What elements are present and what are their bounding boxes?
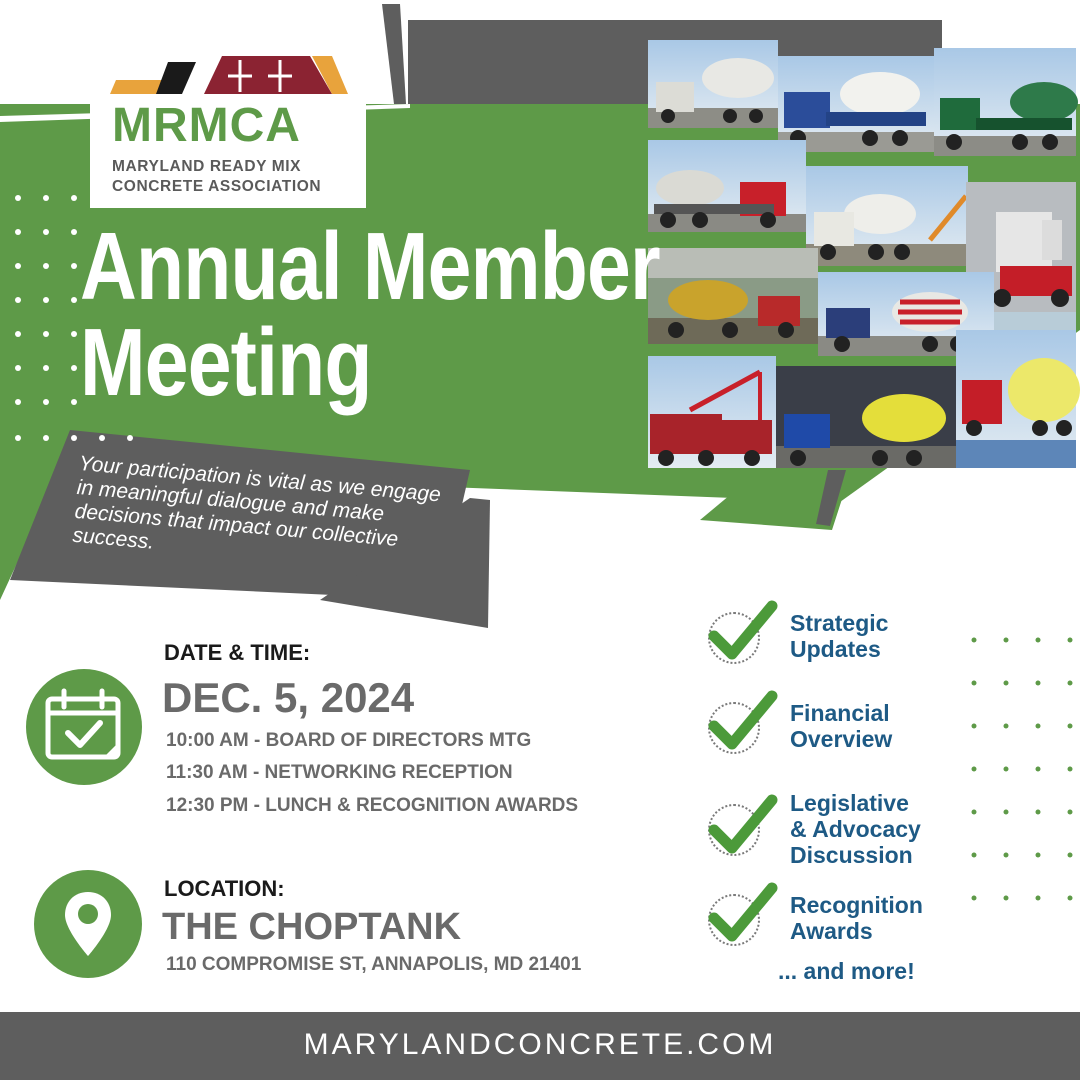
agenda-label-line: Updates (790, 636, 881, 662)
maryland-flag-logo-mark (110, 42, 350, 98)
checkmark-icon (704, 878, 780, 948)
logo-name-line1: MARYLAND READY MIX (112, 158, 302, 175)
photo-yellow-mixer (648, 248, 818, 344)
photo-blue-mixer (778, 56, 934, 152)
event-title-line2: Meeting (80, 309, 372, 416)
agenda-item-strategic-updates (704, 610, 964, 680)
agenda-label-line: Overview (790, 726, 893, 752)
schedule-item: 10:00 AM - BOARD OF DIRECTORS MTG (166, 730, 532, 751)
logo-name-line2: CONCRETE ASSOCIATION (112, 178, 322, 195)
agenda-more: ... and more! (778, 958, 915, 984)
checkmark-icon (704, 596, 780, 666)
agenda-label-line: Strategic (790, 610, 889, 636)
event-title-line1: Annual Member (80, 213, 660, 320)
agenda-label-line: Legislative (790, 790, 909, 816)
location-pin-icon (34, 870, 142, 978)
agenda-item-legislative-advocacy (704, 790, 964, 876)
schedule-item: 12:30 PM - LUNCH & RECOGNITION AWARDS (166, 795, 579, 816)
agenda-item-financial-overview (704, 700, 964, 770)
schedule-item: 11:30 AM - NETWORKING RECEPTION (166, 762, 513, 783)
event-tagline: Your participation is vital as we engage in meaningful dialogue and make decisions that impact our collective success. (71, 452, 442, 554)
checkmark-icon (704, 790, 780, 860)
photo-white-mixer-2 (806, 166, 968, 266)
checkmark-icon (704, 686, 780, 756)
agenda-item-label (790, 700, 892, 752)
mrmca-logo (90, 40, 366, 208)
website-link[interactable]: MARYLANDCONCRETE.COM (303, 1028, 777, 1061)
photo-pump-truck (648, 356, 776, 468)
photo-green-mixer (934, 48, 1078, 156)
event-date: DEC. 5, 2024 (162, 674, 415, 721)
agenda-label-line: Awards (790, 918, 873, 944)
location-heading: LOCATION: (164, 876, 285, 901)
footer-bar (0, 1012, 1080, 1080)
agenda-item-recognition-awards (704, 892, 964, 962)
agenda-item-label (790, 892, 923, 944)
agenda-item-label (790, 790, 921, 868)
photo-white-mixer-1 (648, 40, 778, 128)
photo-yellow-blue-mixer (776, 366, 956, 468)
agenda-item-label (790, 610, 888, 662)
photo-red-mixer-1 (648, 140, 806, 232)
logo-acronym: MRMCA (112, 99, 301, 152)
datetime-heading: DATE & TIME: (164, 640, 311, 665)
agenda-label-line: Recognition (790, 892, 923, 918)
venue-name: THE CHOPTANK (162, 906, 462, 948)
photo-red-yellow-mixer (956, 330, 1080, 468)
calendar-check-icon (26, 669, 142, 785)
agenda-label-line: Financial (790, 700, 890, 726)
agenda-label-line: Discussion (790, 842, 913, 868)
agenda-label-line: & Advocacy (790, 816, 921, 842)
venue-address: 110 COMPROMISE ST, ANNAPOLIS, MD 21401 (166, 954, 582, 975)
